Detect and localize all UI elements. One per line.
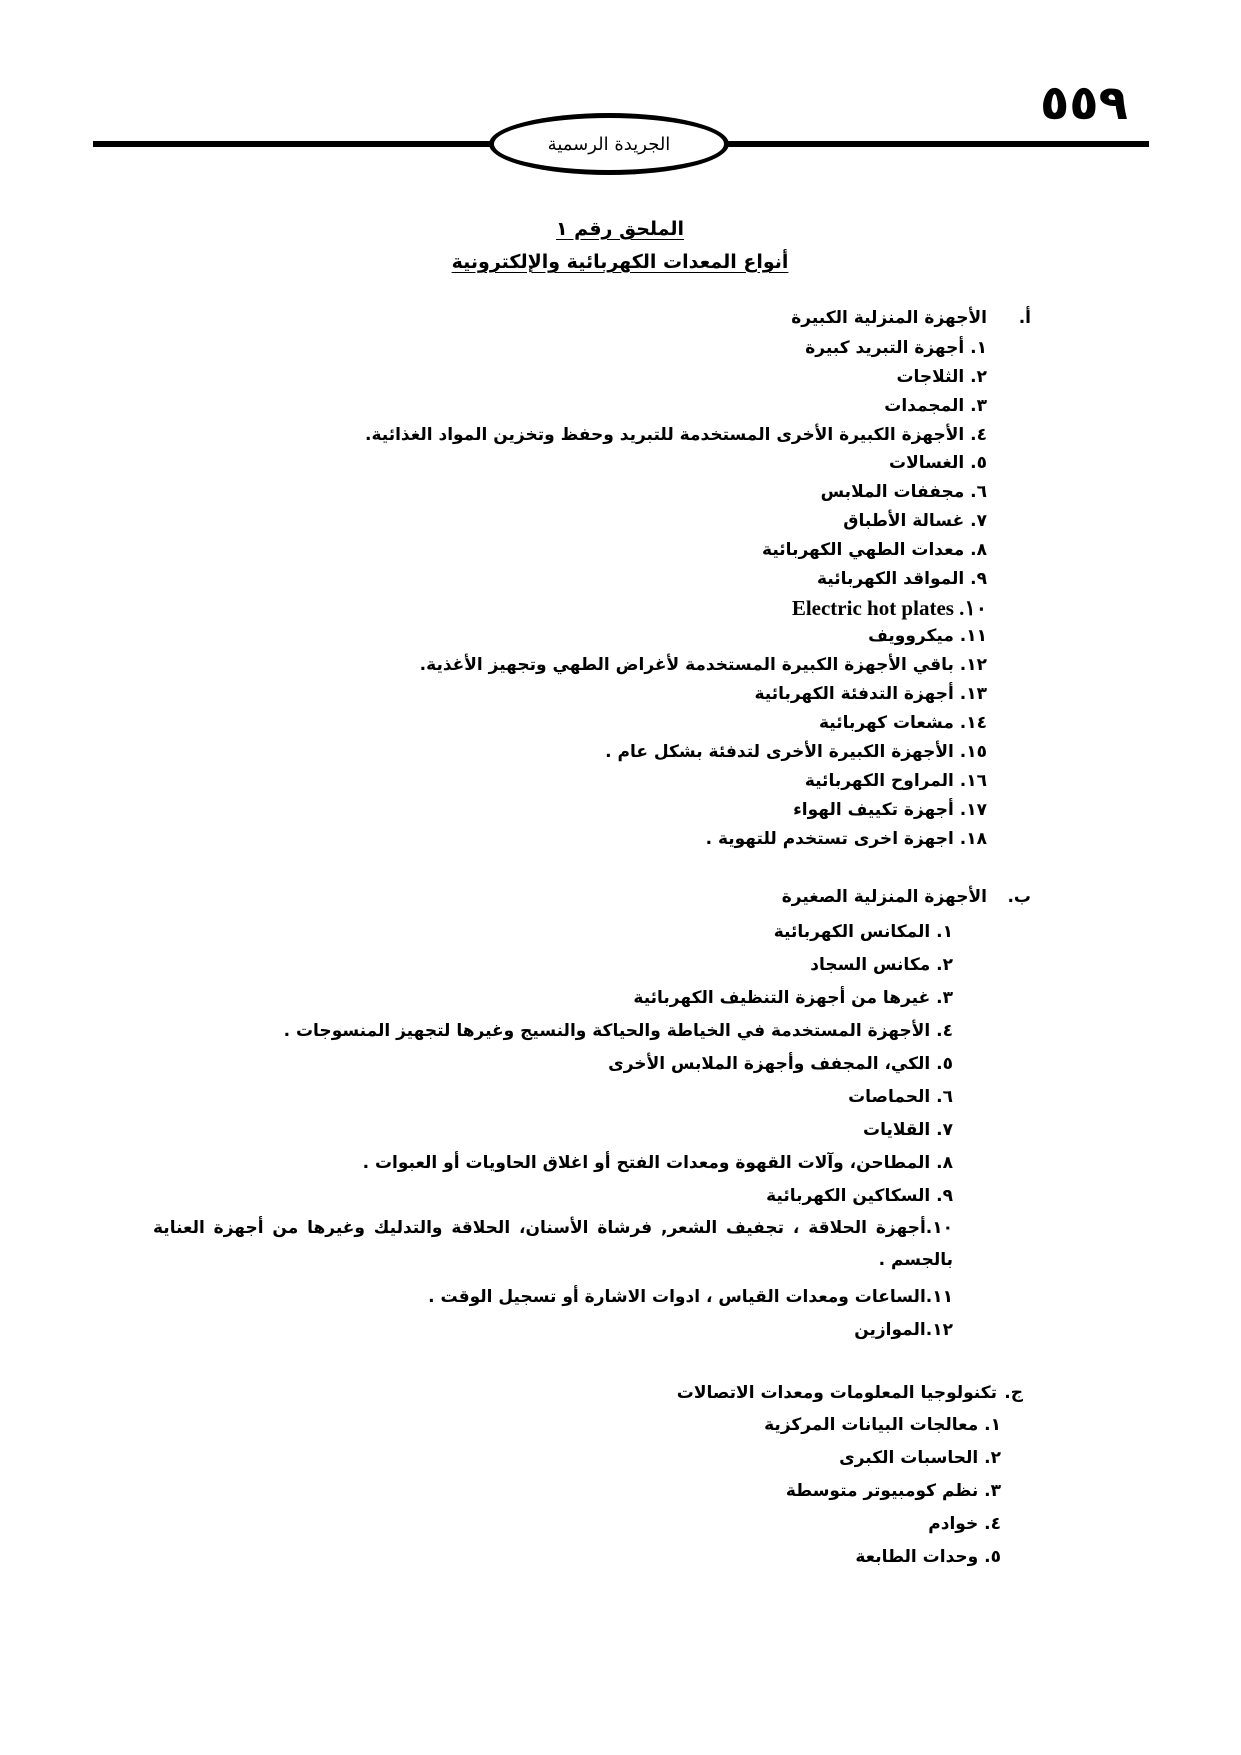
section-b-item: ٩. السكاكين الكهربائية	[766, 1186, 953, 1206]
section-b-title: الأجهزة المنزلية الصغيرة	[781, 887, 987, 907]
section-c-item: ٤. خوادم	[928, 1514, 1001, 1534]
section-a-title: الأجهزة المنزلية الكبيرة	[791, 308, 987, 328]
section-c-item: ٥. وحدات الطابعة	[855, 1547, 1001, 1567]
section-a-item: ١٧. أجهزة تكييف الهواء	[793, 800, 987, 820]
section-b-item: ٦. الحماصات	[848, 1087, 953, 1107]
section-a-item: ٤. الأجهزة الكبيرة الأخرى المستخدمة للتبريد وحفظ وتخزين المواد الغذائية.	[365, 425, 987, 445]
header-rule-right	[724, 141, 1149, 147]
section-b-item: ٧. القلايات	[863, 1120, 953, 1140]
header-rule-left	[93, 141, 498, 147]
gazette-title: الجريدة الرسمية	[547, 133, 671, 155]
section-a-item: ٥. الغسالات	[889, 453, 987, 473]
section-b-marker: ب.	[1007, 887, 1031, 907]
section-a-item: ١٦. المراوح الكهربائية	[804, 771, 987, 791]
section-c-item: ١. معالجات البيانات المركزية	[764, 1415, 1001, 1435]
section-b-item: ٤. الأجهزة المستخدمة في الخياطة والحياكة والنسيج وغيرها لتجهيز المنسوجات .	[283, 1021, 953, 1041]
section-a-item: ٦. مجففات الملابس	[820, 482, 987, 502]
page-number: ٥٥٩	[1040, 75, 1128, 131]
annex-subtitle: أنواع المعدات الكهربائية والإلكترونية	[451, 251, 789, 273]
section-b-item: ٨. المطاحن، وآلات القهوة ومعدات الفتح أو اغلاق الحاويات أو العبوات .	[362, 1153, 953, 1173]
section-b-item: ٥. الكي، المجفف وأجهزة الملابس الأخرى	[608, 1054, 953, 1074]
section-a-item: ٧. غسالة الأطباق	[843, 511, 987, 531]
section-c-item: ٣. نظم كومبيوتر متوسطة	[785, 1481, 1001, 1501]
section-a-item: ٩. المواقد الكهربائية	[816, 569, 987, 589]
section-a-item: ١٢. باقي الأجهزة الكبيرة المستخدمة لأغراض الطهي وتجهيز الأغذية.	[419, 655, 987, 675]
section-b-item: ١١.الساعات ومعدات القياس ، ادوات الاشارة أو تسجيل الوقت .	[428, 1287, 953, 1307]
section-b-item: ٣. غيرها من أجهزة التنظيف الكهربائية	[633, 988, 953, 1008]
section-a-item: ١٥. الأجهزة الكبيرة الأخرى لتدفئة بشكل عام .	[605, 742, 987, 762]
section-a-item: ١٤. مشعات كهربائية	[818, 713, 987, 733]
section-a-item: ٣. المجمدات	[884, 396, 987, 416]
section-c-heading	[677, 1381, 1023, 1405]
annex-title: الملحق رقم ١	[555, 218, 685, 240]
section-b-item-wrapped: ١٠.أجهزة الحلاقة ، تجفيف الشعر, فرشاة الأسنان، الحلاقة والتدليك وغيرها من أجهزة العناية بالجسم .	[153, 1218, 953, 1270]
section-a-item: ٢. الثلاجات	[896, 367, 987, 387]
section-a-heading	[791, 306, 1031, 330]
section-c-marker: ج.	[1004, 1383, 1023, 1403]
section-c-item: ٢. الحاسبات الكبرى	[839, 1448, 1001, 1468]
section-a-item: ١٨. اجهزة اخرى تستخدم للتهوية .	[705, 829, 987, 849]
section-a-item: ١. أجهزة التبريد كبيرة	[805, 338, 987, 358]
section-b-item: ١٢.الموازين	[854, 1320, 953, 1340]
section-a-item: ١١. ميكروويف	[868, 626, 987, 646]
gazette-oval-badge	[489, 113, 729, 175]
section-b-item: ٢. مكانس السجاد	[810, 955, 953, 975]
section-c-title: تكنولوجيا المعلومات ومعدات الاتصالات	[676, 1383, 997, 1403]
section-b-heading	[782, 885, 1031, 909]
section-b-item: ١. المكانس الكهربائية	[773, 922, 953, 942]
section-a-item: Electric hot plates .١٠	[791, 596, 987, 620]
section-a-item: ٨. معدات الطهي الكهربائية	[762, 540, 987, 560]
section-a-item: ١٣. أجهزة التدفئة الكهربائية	[754, 684, 987, 704]
section-a-marker: أ.	[1018, 308, 1031, 328]
